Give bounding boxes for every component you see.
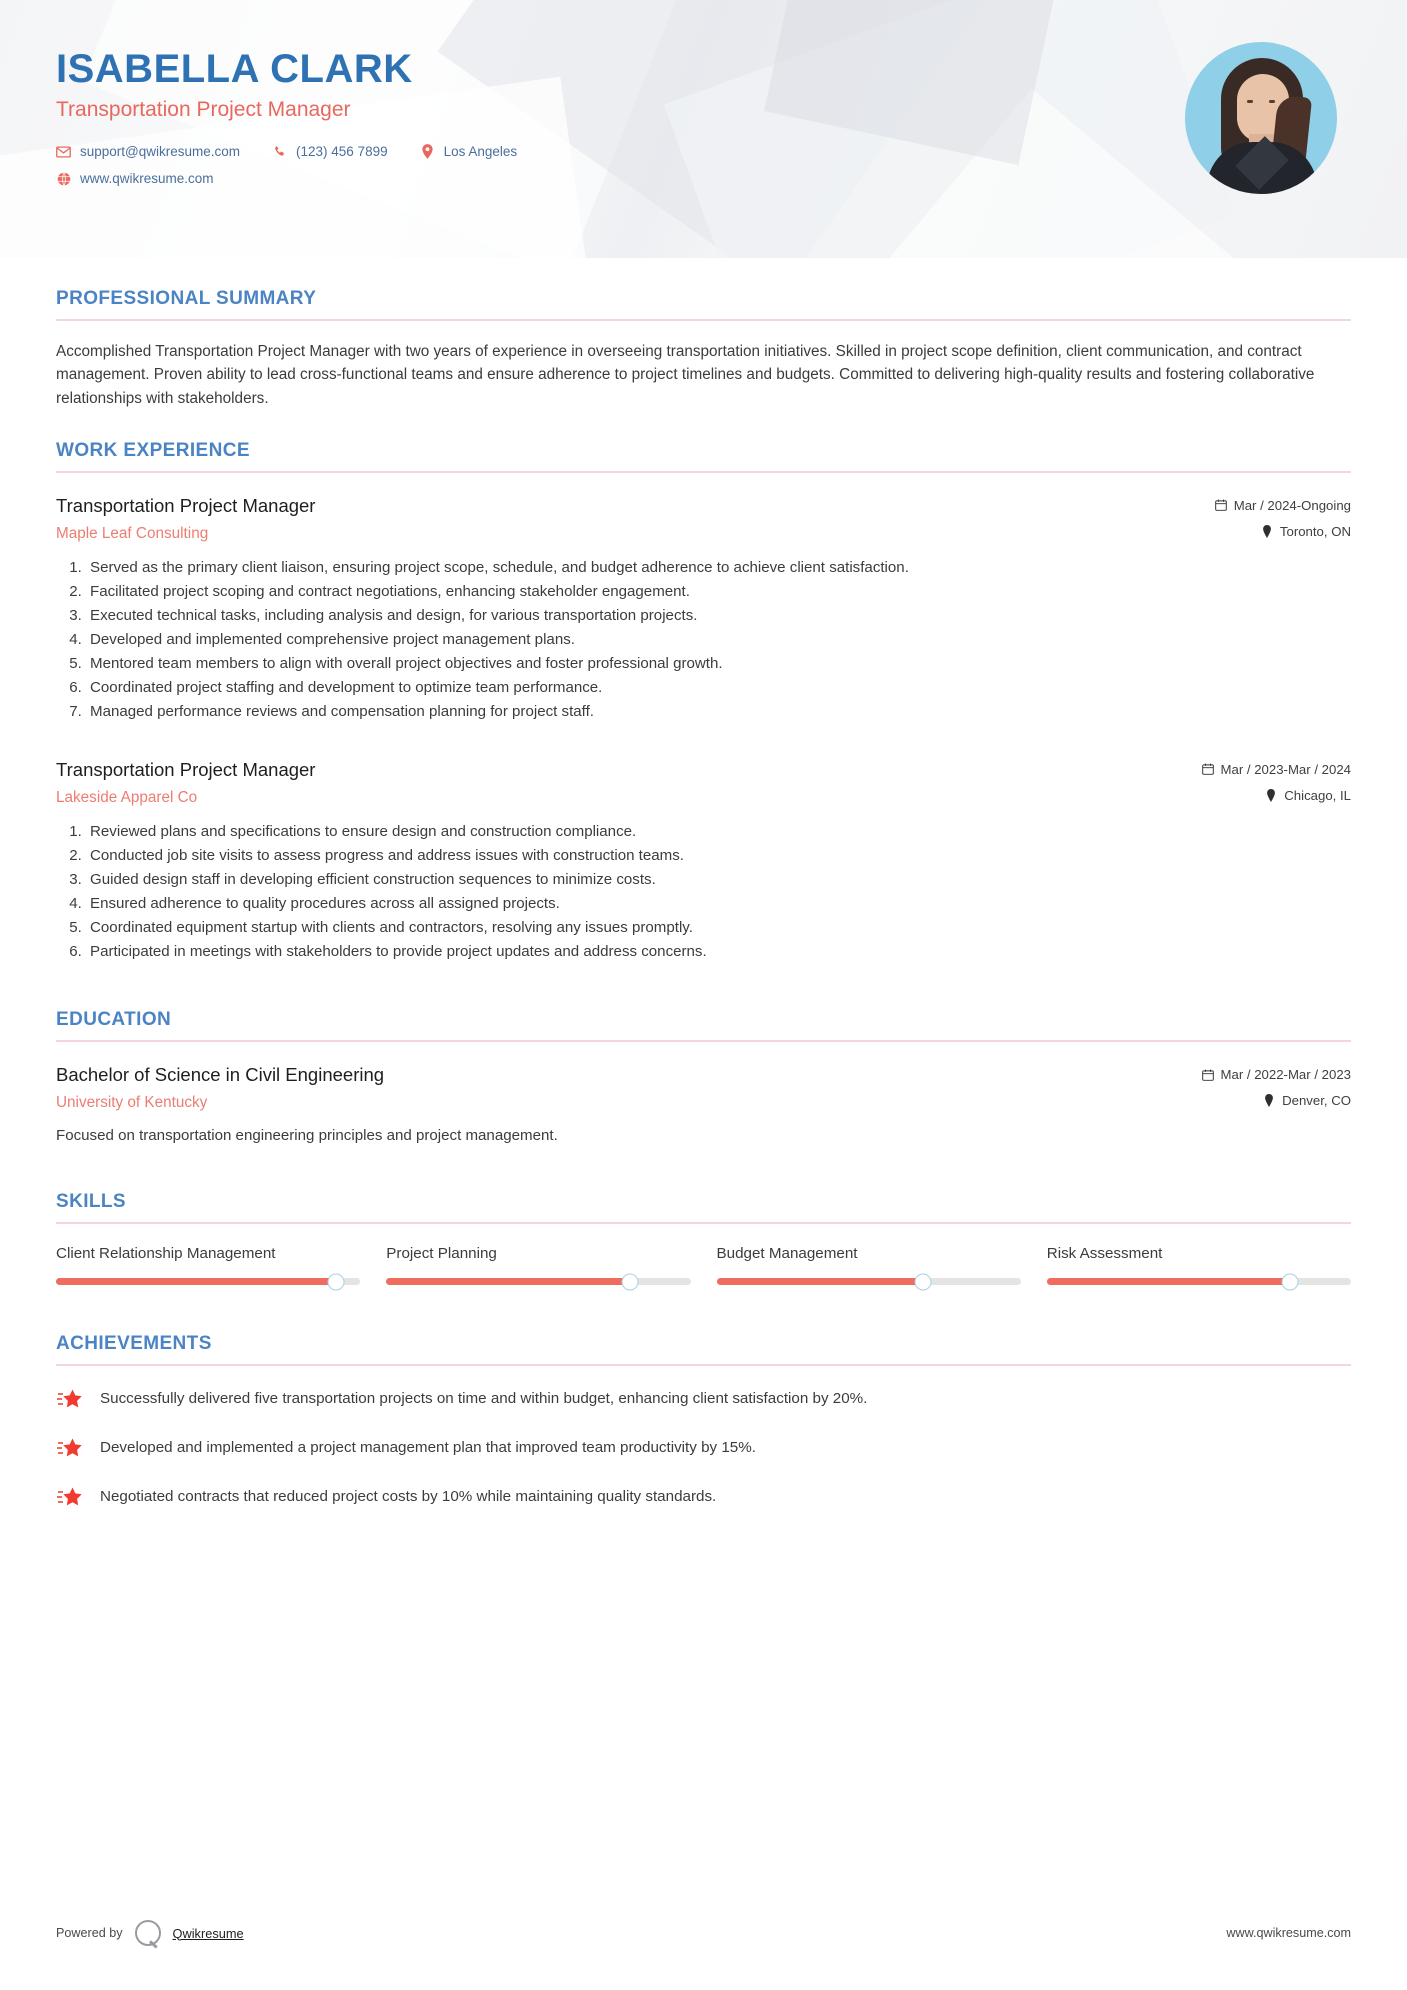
contact-email-text: support@qwikresume.com [80,144,241,159]
avatar [1185,42,1337,194]
star-badge-icon [56,1485,84,1511]
achievement-item [56,1435,1351,1462]
qwikresume-brand-link[interactable]: Qwikresume [172,1925,244,1941]
skill-label: Client Relationship Management [56,1245,276,1263]
qwikresume-logo-icon [135,1920,161,1946]
work-bullet: 1. Reviewed plans and specifications to ensure design and construction compliance. [86,821,1351,843]
section-divider [56,1364,1351,1366]
email-icon [56,144,71,159]
section-title-work: WORK EXPERIENCE [56,439,250,461]
calendar-icon [1202,1068,1214,1081]
skill-slider-knob[interactable] [327,1273,344,1290]
work-bullet: 5. Coordinated equipment startup with clients and contractors, resolving any issues promptly. [86,917,1351,939]
skill-item [717,1244,1021,1285]
skill-item [1047,1244,1351,1285]
work-bullet: 3. Executed technical tasks, including analysis and design, for various transportation projects. [86,605,1351,627]
skill-slider-knob[interactable] [915,1273,932,1290]
achievement-text: Negotiated contracts that reduced project costs by 10% while maintaining quality standards. [100,1488,717,1506]
skill-slider[interactable] [1047,1278,1351,1285]
map-marker-icon [1261,525,1273,538]
work-date [1215,498,1351,513]
work-bullets [56,821,1351,963]
work-bullet: 7. Managed performance reviews and compensation planning for project staff. [86,701,1351,723]
achievement-text: Successfully delivered five transportation projects on time and within budget, enhancing client satisfaction by 20%. [100,1390,868,1408]
contact-location [420,144,518,159]
globe-icon [56,171,71,186]
achievement-item [56,1386,1351,1413]
location-pin-icon [420,144,435,159]
contact-email[interactable] [56,144,240,159]
section-title-summary: PROFESSIONAL SUMMARY [56,288,317,309]
work-location-text: Toronto, ON [1279,523,1351,539]
work-bullet: 1. Served as the primary client liaison, ensuring project scope, schedule, and budget adherence to achieve client satisfaction. [86,557,1351,579]
page-footer [56,1920,1351,1946]
achievement-text: Developed and implemented a project management plan that improved team productivity by 15%. [100,1439,756,1457]
work-bullet: 4. Developed and implemented comprehensive project management plans. [86,629,1351,651]
work-job-title: Transportation Project Manager [56,494,316,516]
candidate-name: ISABELLA CLARK [56,47,413,91]
contact-website[interactable] [56,171,214,186]
phone-icon [272,144,287,159]
footer-website[interactable]: www.qwikresume.com [1226,1926,1351,1940]
section-title-skills: SKILLS [56,1191,126,1213]
work-bullet: 6. Participated in meetings with stakeholders to provide project updates and address concerns. [86,941,1351,963]
summary-paragraph: Accomplished Transportation Project Manager with two years of experience in overseeing transportation initiatives. Skilled in project scope definition, client communication, and contract management. Proven ability to lead cross-functional teams and ensure adherence to project timelines and budgets. Committed to delivering high-quality results and fostering collaborative relationships with stakeholders. [56,343,1315,407]
star-badge-icon [56,1436,84,1462]
candidate-role: Transportation Project Manager [56,98,351,121]
work-bullet: 3. Guided design staff in developing efficient construction sequences to minimize costs. [86,869,1351,891]
education-school: University of Kentucky [56,1094,208,1112]
education-degree: Bachelor of Science in Civil Engineering [56,1064,385,1086]
section-achievements [56,1333,1351,1511]
education-location-text: Denver, CO [1282,1093,1351,1109]
contact-location-text: Los Angeles [443,144,518,159]
section-professional-summary [56,288,1351,410]
powered-by-label: Powered by [56,1926,123,1940]
work-date-text: Mar / 2024-Ongoing [1233,497,1351,513]
contact-phone[interactable] [272,144,388,159]
work-bullets [56,557,1351,723]
contact-website-text: www.qwikresume.com [80,171,214,186]
section-education [56,1009,1351,1147]
work-job-title: Transportation Project Manager [56,758,316,780]
calendar-icon [1215,499,1227,512]
section-work-experience [56,440,1351,963]
work-bullet: 2. Conducted job site visits to assess progress and address issues with construction teams. [86,845,1351,867]
avatar-eye [1247,100,1253,103]
resume-header [0,0,1407,258]
achievements-list [56,1386,1351,1511]
work-bullet: 6. Coordinated project staffing and development to optimize team performance. [86,677,1351,699]
section-title-education: EDUCATION [56,1009,172,1031]
skill-slider-fill [386,1278,629,1285]
work-bullet: 5. Mentored team members to align with overall project objectives and foster professional growth. [86,653,1351,675]
work-organization: Lakeside Apparel Co [56,788,198,806]
map-marker-icon [1265,789,1277,802]
work-organization: Maple Leaf Consulting [56,524,209,542]
section-divider [56,1222,1351,1224]
skill-label: Budget Management [716,1245,858,1263]
contact-phone-text: (123) 456 7899 [296,144,388,159]
education-entry [56,1064,1351,1147]
education-location [1202,1093,1351,1108]
education-date [1202,1067,1351,1082]
resume-body [0,288,1407,1511]
skill-label: Risk Assessment [1046,1245,1163,1263]
skill-slider[interactable] [386,1278,690,1285]
education-description: Focused on transportation engineering principles and project management. [56,1127,558,1145]
work-location-text: Chicago, IL [1284,787,1351,803]
work-location [1215,524,1351,539]
work-location [1202,788,1351,803]
skill-slider-fill [1047,1278,1290,1285]
skill-slider-fill [717,1278,924,1285]
section-divider [56,319,1351,321]
skill-label: Project Planning [386,1245,497,1263]
work-bullet: 4. Ensured adherence to quality procedures across all assigned projects. [86,893,1351,915]
education-date-text: Mar / 2022-Mar / 2023 [1220,1067,1351,1083]
skill-slider[interactable] [56,1278,360,1285]
section-skills [56,1191,1351,1285]
calendar-icon [1202,763,1214,776]
skill-slider-knob[interactable] [1282,1273,1299,1290]
section-divider [56,1040,1351,1042]
map-marker-icon [1263,1094,1275,1107]
work-entry [56,495,1351,723]
work-date-text: Mar / 2023-Mar / 2024 [1220,761,1351,777]
star-badge-icon [56,1387,84,1413]
skill-item [56,1244,360,1285]
skill-slider-knob[interactable] [621,1273,638,1290]
section-title-achievements: ACHIEVEMENTS [56,1333,212,1355]
skill-item [386,1244,690,1285]
work-entry [56,759,1351,963]
work-bullet: 2. Facilitated project scoping and contract negotiations, enhancing stakeholder engagement. [86,581,1351,603]
work-date [1202,762,1351,777]
skill-slider[interactable] [717,1278,1021,1285]
achievement-item [56,1484,1351,1511]
avatar-eye [1269,100,1275,103]
skill-slider-fill [56,1278,336,1285]
skills-grid [56,1244,1351,1285]
section-divider [56,471,1351,473]
